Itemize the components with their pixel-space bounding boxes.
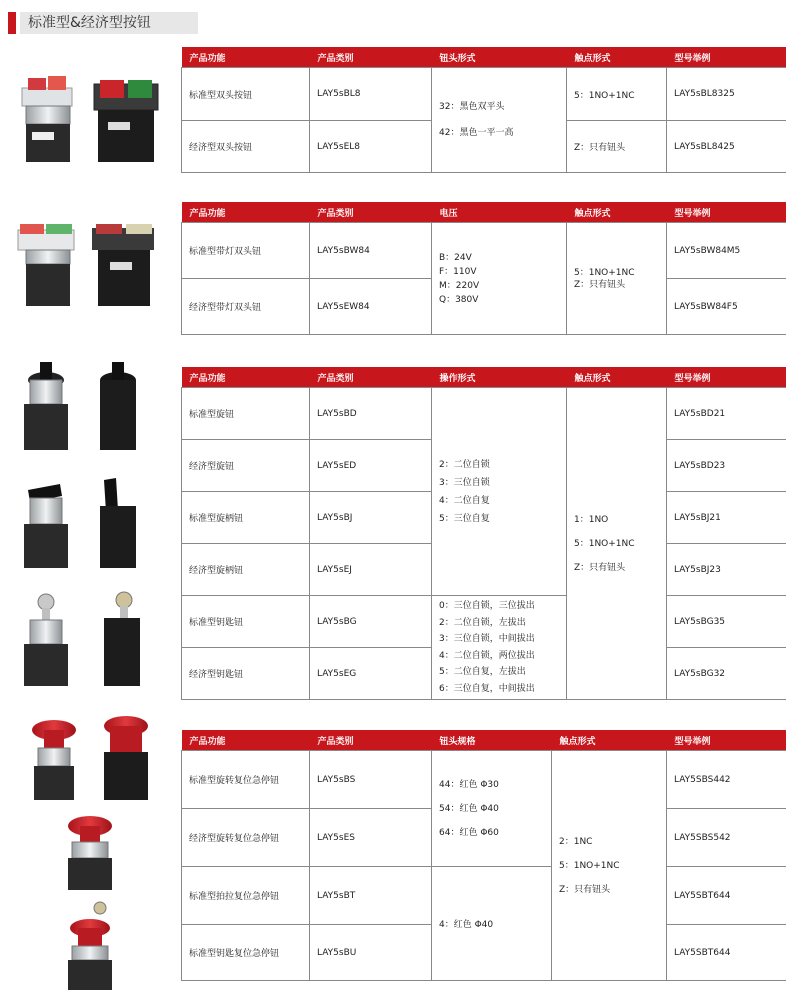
operation-line: 4：二位自锁，两位拔出 (439, 650, 535, 661)
photo-key-standard (24, 594, 68, 686)
contact-line: 1：1NO (574, 514, 609, 525)
cell-function: 经济型旋转复位急停钮 (182, 809, 310, 867)
cell-example: LAY5sBL8325 (667, 68, 786, 121)
photo-double-head-standard (22, 76, 72, 162)
cell-example: LAY5SBS542 (667, 809, 786, 867)
header-example: 型号举例 (667, 730, 786, 751)
voltage-line: F：110V (439, 266, 477, 277)
contact-line: 5：1NO+1NC (574, 267, 635, 278)
photo-selector-economic (100, 362, 136, 450)
cell-example: LAY5sBD23 (667, 440, 786, 492)
cell-function: 经济型旋钮 (182, 440, 310, 492)
header-category: 产品类别 (310, 730, 432, 751)
photo-lighted-double-standard (18, 224, 74, 306)
cell-function: 标准型双头按钮 (182, 68, 310, 121)
cell-head-spec-b: 4：红色 Φ40 (432, 867, 552, 981)
voltage-line: B：24V (439, 252, 472, 263)
contact-line: 5：1NO+1NC (559, 860, 620, 871)
cell-example: LAY5sBG35 (667, 596, 786, 648)
header-example: 型号举例 (667, 47, 786, 68)
table-header-row (182, 47, 786, 68)
table-header-row (182, 202, 786, 223)
cell-contact (552, 751, 667, 981)
photo-handle-economic (100, 478, 136, 568)
header-category: 产品类别 (310, 367, 432, 388)
header-voltage: 电压 (432, 202, 567, 223)
photo-estop-standard (32, 720, 76, 800)
head-type-line: 32：黑色双平头 (439, 102, 505, 112)
cell-example: LAY5sBD21 (667, 388, 786, 440)
operation-line: 6：三位自复，中间拔出 (439, 683, 535, 694)
table-row (182, 751, 786, 809)
table-row (182, 867, 786, 925)
photo-key-economic (104, 592, 140, 686)
cell-function: 标准型旋柄钮 (182, 492, 310, 544)
table-header-row (182, 730, 786, 751)
operation-line: 4：二位自复 (439, 495, 490, 506)
cell-example: LAY5sBW84F5 (667, 279, 786, 335)
cell-category: LAY5sEW84 (310, 279, 432, 335)
title-bar (0, 0, 786, 40)
table-lighted-double (181, 202, 786, 335)
cell-head-type (432, 68, 567, 173)
cell-category: LAY5sBG (310, 596, 432, 648)
contact-line: 5：1NO+1NC (574, 538, 635, 549)
head-spec-line: 44：红色 Φ30 (439, 779, 499, 790)
cell-contact: 5：1NO+1NC (567, 68, 667, 121)
cell-operation-a (432, 388, 567, 596)
photo-handle-standard (24, 484, 68, 568)
table-emergency-stop (181, 730, 786, 981)
header-function: 产品功能 (182, 47, 310, 68)
photo-estop-economic (104, 716, 148, 800)
operation-line: 0：三位自锁，三位拔出 (439, 601, 535, 611)
product-photos (0, 40, 180, 1002)
operation-line: 3：三位自锁 (439, 477, 490, 488)
page-title: 标准型&经济型按钮 (28, 15, 151, 31)
cell-example: LAY5SBT644 (667, 925, 786, 981)
cell-example: LAY5sBG32 (667, 648, 786, 700)
header-category: 产品类别 (310, 202, 432, 223)
cell-category: LAY5sEG (310, 648, 432, 700)
head-type-line: 42：黑色一平一高 (439, 128, 514, 138)
cell-function: 标准型带灯双头钮 (182, 223, 310, 279)
table-row (182, 388, 786, 440)
cell-head-spec-a (432, 751, 552, 867)
cell-category: LAY5sEL8 (310, 121, 432, 173)
cell-function: 标准型钥匙钮 (182, 596, 310, 648)
header-contact: 触点形式 (567, 367, 667, 388)
contact-line: 2：1NC (559, 836, 593, 847)
cell-voltage (432, 223, 567, 335)
header-operation: 操作形式 (432, 367, 567, 388)
contact-line: Z：只有钮头 (574, 279, 626, 290)
header-function: 产品功能 (182, 202, 310, 223)
photo-double-head-economic (94, 80, 158, 162)
cell-function: 标准型旋转复位急停钮 (182, 751, 310, 809)
cell-category: LAY5sBS (310, 751, 432, 809)
cell-contact: Z：只有钮头 (567, 121, 667, 173)
contact-line: Z：只有钮头 (574, 562, 626, 573)
cell-function: 经济型旋柄钮 (182, 544, 310, 596)
operation-line: 2：二位自锁 (439, 459, 490, 470)
cell-function: 经济型带灯双头钮 (182, 279, 310, 335)
cell-example: LAY5sBW84M5 (667, 223, 786, 279)
photo-lighted-double-economic (92, 224, 154, 306)
cell-operation-b (432, 596, 567, 700)
cell-function: 标准型旋钮 (182, 388, 310, 440)
cell-category: LAY5sBW84 (310, 223, 432, 279)
header-example: 型号举例 (667, 202, 786, 223)
cell-function: 经济型双头按钮 (182, 121, 310, 173)
cell-function: 标准型钥匙复位急停钮 (182, 925, 310, 981)
header-category: 产品类别 (310, 47, 432, 68)
cell-example: LAY5SBT644 (667, 867, 786, 925)
cell-category: LAY5sBJ (310, 492, 432, 544)
head-spec-line: 54：红色 Φ40 (439, 803, 499, 814)
photo-estop-key (68, 902, 112, 990)
header-contact: 触点形式 (567, 47, 667, 68)
voltage-line: Q：380V (439, 294, 479, 305)
cell-category: LAY5sBD (310, 388, 432, 440)
title-accent-mark (8, 12, 16, 34)
operation-line: 2：二位自锁，左拔出 (439, 617, 526, 628)
cell-category: LAY5sES (310, 809, 432, 867)
operation-line: 5：二位自复，左拔出 (439, 667, 526, 677)
header-head-type: 钮头形式 (432, 47, 567, 68)
head-spec-line: 64：红色 Φ60 (439, 827, 499, 838)
cell-category: LAY5sBT (310, 867, 432, 925)
contact-line: Z：只有钮头 (559, 884, 611, 895)
table-row (182, 223, 786, 279)
header-contact: 触点形式 (552, 730, 667, 751)
cell-contact (567, 388, 667, 700)
table-row (182, 596, 786, 648)
cell-function: 标准型拍拉复位急停钮 (182, 867, 310, 925)
cell-example: LAY5sBL8425 (667, 121, 786, 173)
cell-category: LAY5sED (310, 440, 432, 492)
header-contact: 触点形式 (567, 202, 667, 223)
photo-estop-pushpull (68, 816, 112, 890)
cell-example: LAY5SBS442 (667, 751, 786, 809)
operation-line: 3：三位自锁，中间拔出 (439, 634, 535, 644)
cell-example: LAY5sBJ21 (667, 492, 786, 544)
cell-example: LAY5sBJ23 (667, 544, 786, 596)
table-row (182, 68, 786, 121)
cell-function: 经济型钥匙钮 (182, 648, 310, 700)
photo-selector-standard (24, 362, 68, 450)
header-head-spec: 钮头规格 (432, 730, 552, 751)
cell-category: LAY5sEJ (310, 544, 432, 596)
table-selectors (181, 367, 786, 700)
cell-category: LAY5sBU (310, 925, 432, 981)
table-header-row (182, 367, 786, 388)
cell-contact (567, 223, 667, 335)
table-double-head (181, 47, 786, 173)
operation-line: 5：三位自复 (439, 513, 490, 524)
header-example: 型号举例 (667, 367, 786, 388)
cell-category: LAY5sBL8 (310, 68, 432, 121)
header-function: 产品功能 (182, 730, 310, 751)
header-function: 产品功能 (182, 367, 310, 388)
voltage-line: M：220V (439, 280, 480, 291)
